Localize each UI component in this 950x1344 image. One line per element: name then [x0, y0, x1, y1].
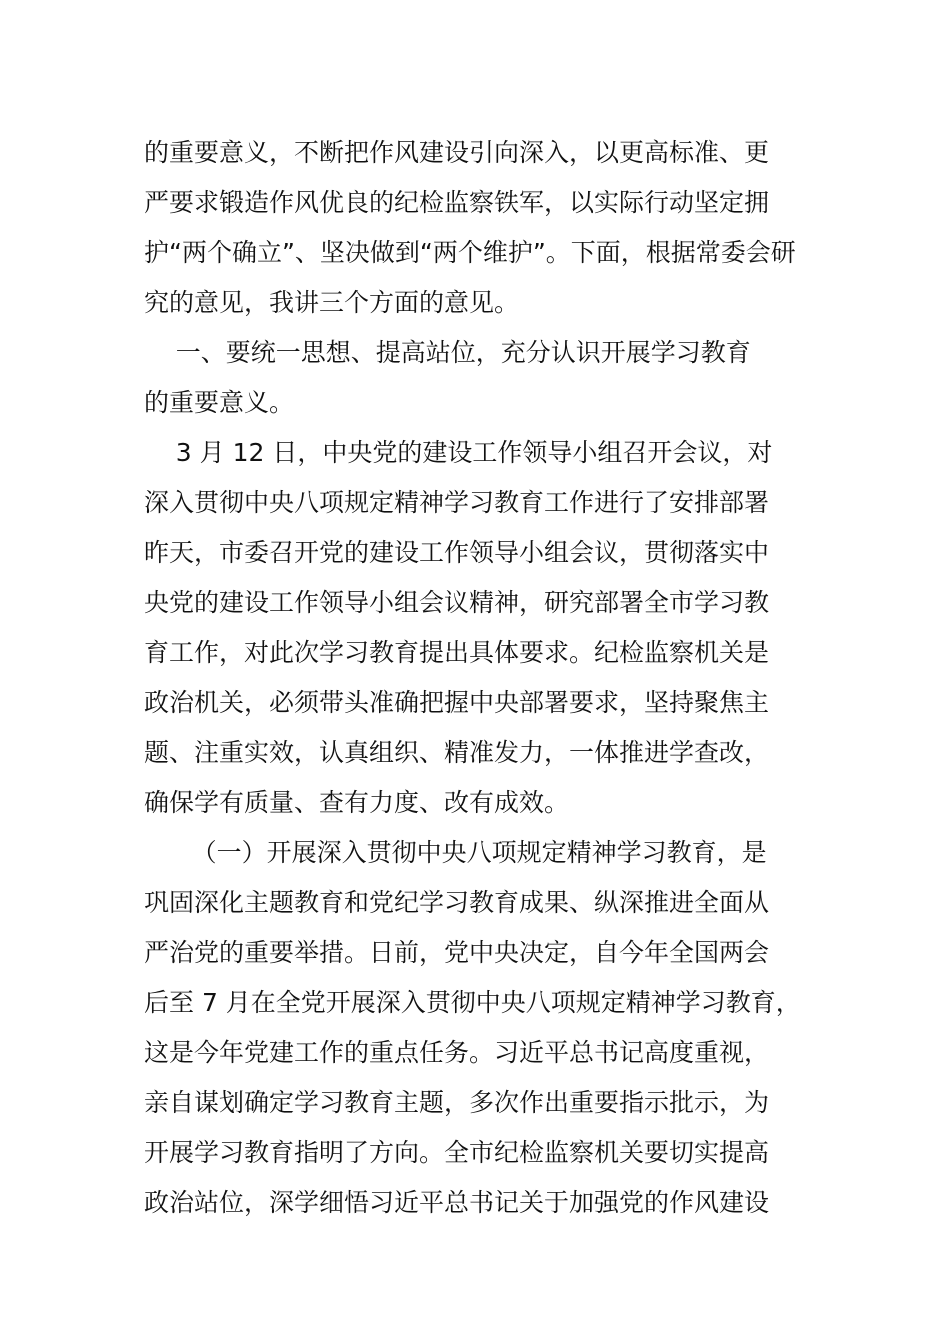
text-line: 亲自谋划确定学习教育主题，多次作出重要指示批示，为: [144, 1088, 770, 1117]
section-heading: 的重要意义。: [144, 388, 295, 417]
section-heading: 一、要统一思想、提高站位，充分认识开展学习教育: [144, 338, 751, 367]
text-line: 究的意见，我讲三个方面的意见。: [144, 288, 520, 317]
text-line: 这是今年党建工作的重点任务。习近平总书记高度重视，: [144, 1038, 770, 1067]
text-line: 严要求锻造作风优良的纪检监察铁军，以实际行动坚定拥: [144, 188, 770, 217]
text-line: 3 月 12 日，中央党的建设工作领导小组召开会议，对: [144, 438, 773, 467]
text-line: 育工作，对此次学习教育提出具体要求。纪检监察机关是: [144, 638, 770, 667]
text-line: 后至 7 月在全党开展深入贯彻中央八项规定精神学习教育，: [144, 988, 801, 1017]
text-line: 确保学有质量、查有力度、改有成效。: [144, 788, 570, 817]
text-line: 央党的建设工作领导小组会议精神，研究部署全市学习教: [144, 588, 770, 617]
document-body: [144, 128, 824, 1228]
text-line: 开展学习教育指明了方向。全市纪检监察机关要切实提高: [144, 1138, 770, 1167]
text-line: 政治机关，必须带头准确把握中央部署要求，坚持聚焦主: [144, 688, 770, 717]
text-line: 护“两个确立”、坚决做到“两个维护”。下面，根据常委会研: [144, 238, 796, 267]
text-line: 题、注重实效，认真组织、精准发力，一体推进学查改，: [144, 738, 770, 767]
text-line: 深入贯彻中央八项规定精神学习教育工作进行了安排部署: [144, 488, 770, 517]
text-line: 昨天，市委召开党的建设工作领导小组会议，贯彻落实中: [144, 538, 770, 567]
text-line: 政治站位，深学细悟习近平总书记关于加强党的作风建设: [144, 1188, 770, 1217]
text-line: 巩固深化主题教育和党纪学习教育成果、纵深推进全面从: [144, 888, 770, 917]
text-line: 的重要意义，不断把作风建设引向深入，以更高标准、更: [144, 138, 770, 167]
subsection-heading: （一）开展深入贯彻中央八项规定精神学习教育，是: [144, 838, 767, 867]
text-line: 严治党的重要举措。日前，党中央决定，自今年全国两会: [144, 938, 770, 967]
